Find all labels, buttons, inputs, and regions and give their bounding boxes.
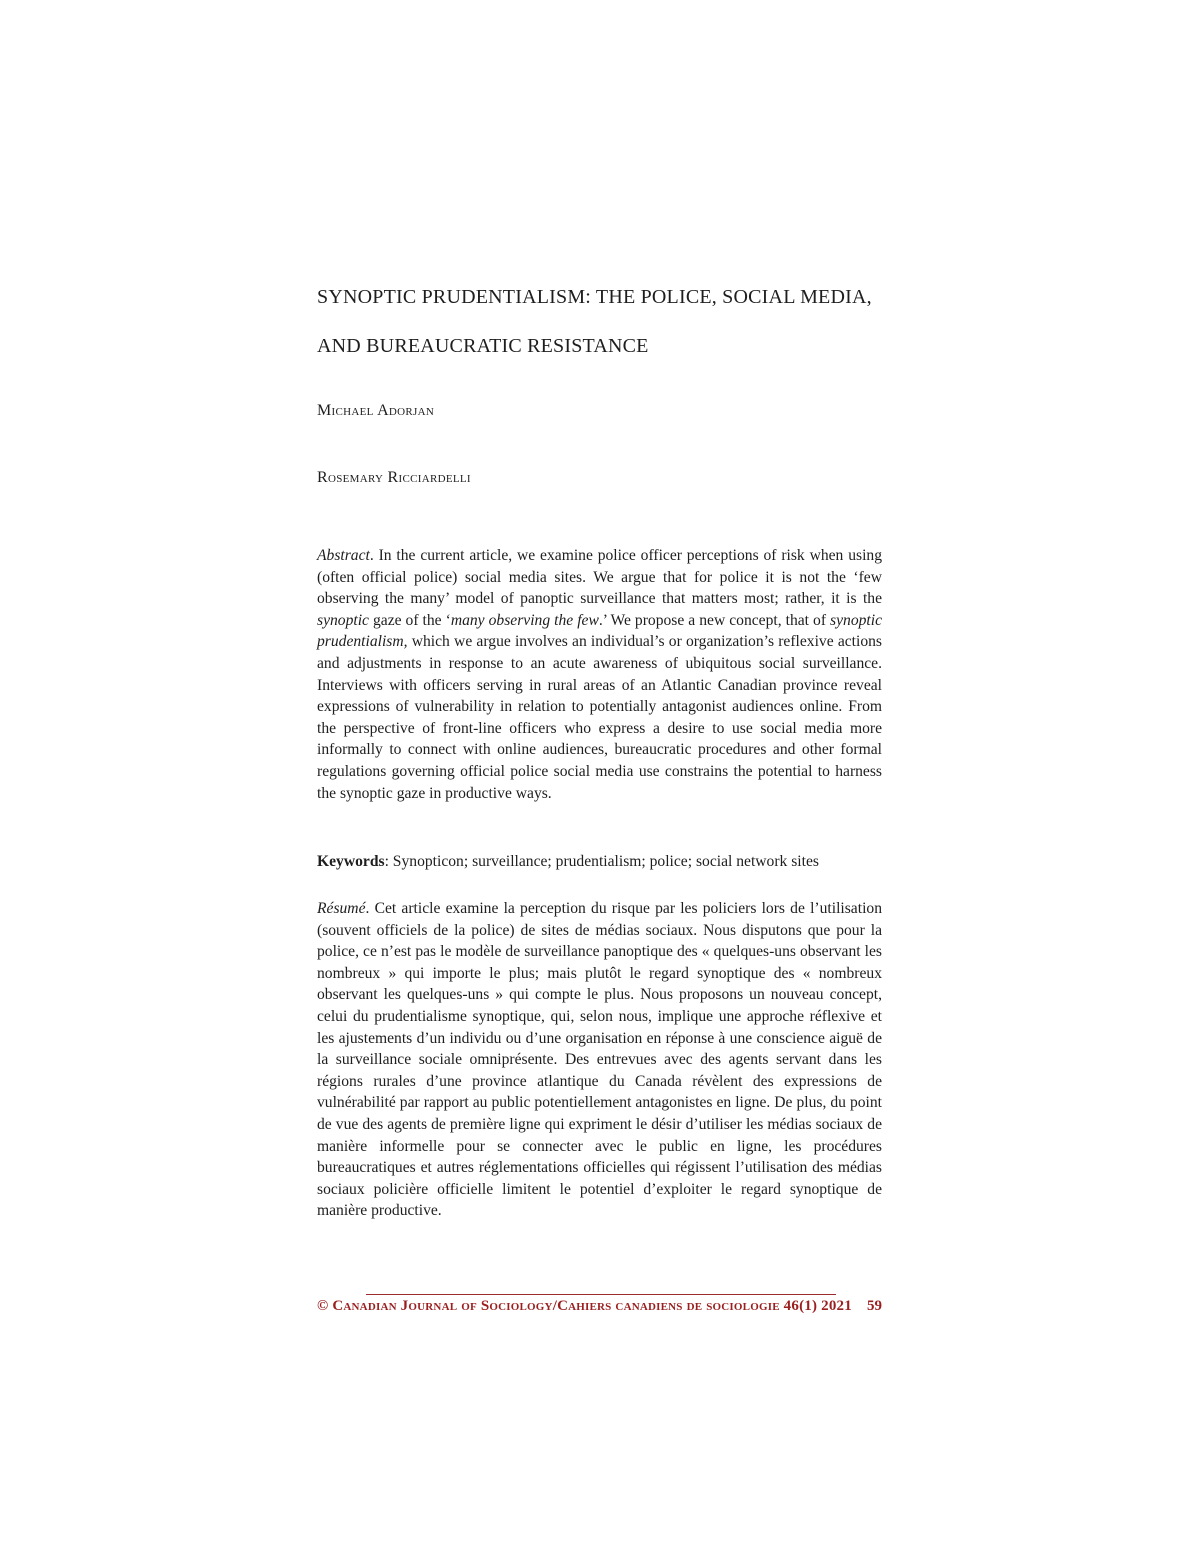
article-title-line-2: AND BUREAUCRATIC RESISTANCE xyxy=(317,335,649,357)
abstract-emphasis: many observing the few xyxy=(450,611,599,629)
resume-text: . Cet article examine la perception du risque par les policiers lors de l’utilisation (souvent officiels de la police) de sites de médias sociaux. Nous disputons que pour la police, ce n’est pas le modèle de surveillance panoptique des « quelques-uns observant les nombreux » qui importe le plus; mais plutôt le regard synoptique des « nombreux observant les quelques-uns » qui compte le plus. Nous proposons un nouveau concept, celui du prudentialisme synoptique, qui, selon nous, implique une approche réflexive et les ajustements d’un individu ou d’une organisation en réponse à une conscience aiguë de la surveillance sociale omniprésente. Des entrevues avec des agents servant dans les régions rurales d’une province atlantique du Canada révèlent des expressions de vulnérabilité par rapport au public potentiellement antagonistes en ligne. De plus, du point de vue des agents de première ligne qui expriment le désir d’utiliser les médias sociaux de manière informelle pour se connecter avec le public en ligne, les procédures bureaucratiques et autres réglementations officielles qui régissent l’utilisation des médias sociaux policière officielle limitent le potentiel d’exploiter le regard synoptique de manière productive. xyxy=(317,900,882,1220)
keywords-text: : Synopticon; surveillance; prudentialism; police; social network sites xyxy=(384,853,819,870)
abstract-label: Abstract xyxy=(317,547,370,564)
keywords-label: Keywords xyxy=(317,853,385,870)
abstract-emphasis: synoptic prudentialism, xyxy=(317,611,883,651)
resume-label: Résumé xyxy=(317,900,366,917)
journal-footer xyxy=(317,1298,882,1315)
abstract-emphasis: synoptic xyxy=(317,611,369,629)
article-title-line-1: SYNOPTIC PRUDENTIALISM: THE POLICE, SOCIAL MEDIA, xyxy=(317,286,872,308)
abstract-text: . In the current article, we examine police officer perceptions of risk when using (often official police) social media sites. We argue that for police it is not the ‘few observing the many’ model of panoptic surveillance that matters most; rather, it is the xyxy=(317,547,882,608)
abstract-text: which we argue involves an individual’s or organization’s reflexive actions and adjustments in response to an acute awareness of ubiquitous social surveillance. Interviews with officers serving in rural areas of an Atlantic Canadian province reveal expressions of vulnerability in relation to potentially antagonist audiences online. From the perspective of front-line officers who express a desire to use social media more informally to connect with online audiences, bureaucratic procedures and other formal regulations governing official police social media use constrains the potential to harness the synoptic gaze in productive ways. xyxy=(317,633,882,802)
resume-paragraph xyxy=(317,898,882,1222)
journal-citation: © Canadian Journal of Sociology/Cahiers canadiens de sociologie 46(1) 2021 xyxy=(317,1298,852,1314)
author-name: Michael Adorjan xyxy=(317,402,435,419)
abstract-text: gaze of the ‘ xyxy=(368,611,451,629)
abstract-text: .’ We propose a new concept, that of xyxy=(598,611,831,629)
page-number: 59 xyxy=(867,1298,882,1314)
keywords-line xyxy=(317,851,882,873)
abstract-paragraph xyxy=(317,545,882,804)
footer-rule xyxy=(366,1294,836,1295)
author-name: Rosemary Ricciardelli xyxy=(317,469,471,486)
